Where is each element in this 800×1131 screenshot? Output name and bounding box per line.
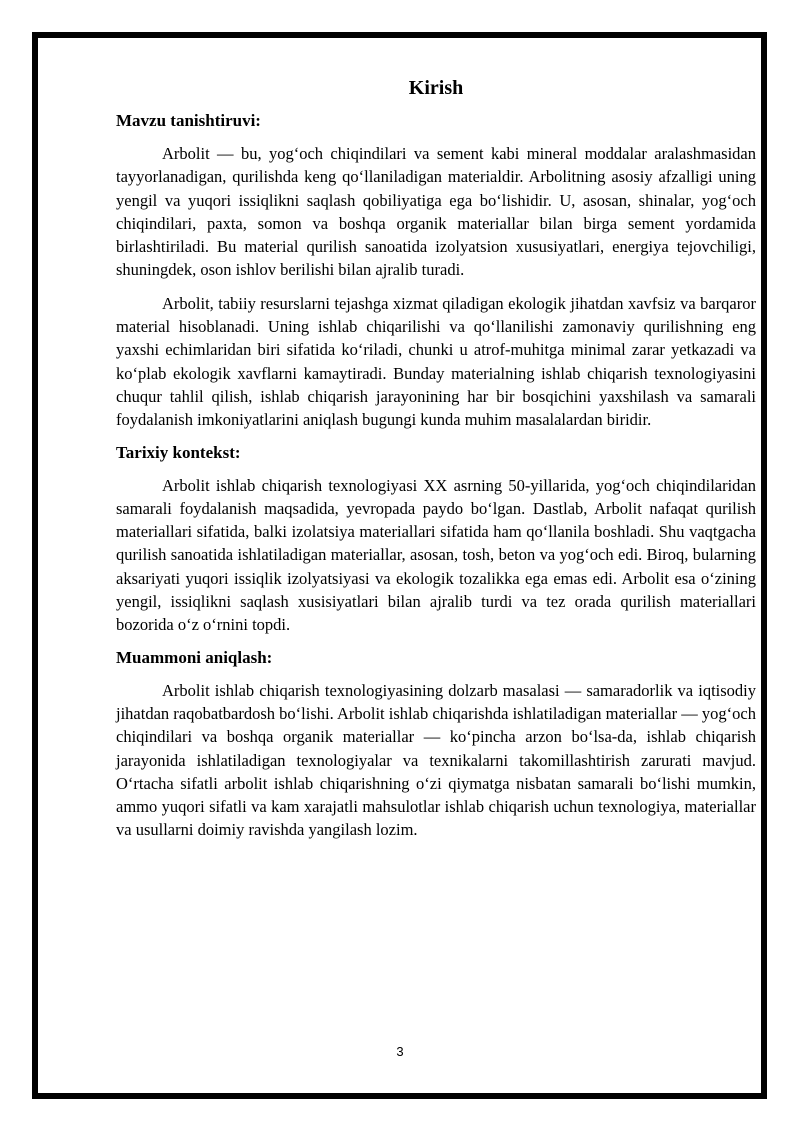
page-number: 3 — [396, 1044, 404, 1059]
section-historical-context — [116, 442, 756, 637]
paragraph: Arbolit, tabiiy resurslarni tejashga xizmat qiladigan ekologik jihatdan xavfsiz va barqaror material hisoblanadi. Uning ishlab chiqarilishi va qo‘llanilishi zamonaviy qurilishning eng yaxshi echimlaridan biri sifatida ko‘riladi, chunki u atrof-muhitga minimal zarar yetkazadi va ko‘plab ekologik xavflarni kamaytiradi. Bunday materialning ishlab chiqarish texnologiyasini chuqur tahlil qilish, ishlab chiqarish jarayonining har bir bosqichini yaxshilash va samarali foydalanish imkoniyatlarini aniqlash bugungi kunda muhim masalalardan biridir. — [116, 293, 756, 430]
section-heading: Tarixiy kontekst: — [116, 442, 241, 462]
section-introduction — [116, 110, 756, 432]
paragraph: Arbolit ishlab chiqarish texnologiyasining dolzarb masalasi — samaradorlik va iqtisodiy jihatdan raqobatbardosh bo‘lishi. Arbolit ishlab chiqarishda ishlatiladigan materiallar — yog‘och chiqindilari va boshqa organik materiallar — ko‘pincha arzon bo‘lsa-da, ishlab chiqarish jarayonida ishlatiladigan texnologiyalar va texnikalarni takomillashtirish zarurati mavjud. O‘rtacha sifatli arbolit ishlab chiqarishning o‘zi qiymatga nisbatan samarali bo‘lishi mumkin, ammo yuqori sifatli va kam xarajatli mahsulotlar ishlab chiqarish uchun texnologiya, materiallar va usullarni doimiy ravishda yangilash lozim. — [116, 680, 756, 840]
section-problem-definition — [116, 647, 756, 842]
document-body — [116, 70, 756, 852]
section-heading: Muammoni aniqlash: — [116, 647, 273, 667]
paragraph: Arbolit ishlab chiqarish texnologiyasi XX asrning 50-yillarida, yog‘och chiqindilaridan samarali foydalanish maqsadida, yevropada paydo bo‘lgan. Dastlab, Arbolit nafaqat qurilish materiallari sifatida, balki izolatsiya materiallari sifatida ham qo‘llanila boshladi. Shu vaqtgacha qurilish sanoatida ishlatiladigan materiallar, asosan, tosh, beton va yog‘och edi. Biroq, bularning aksariyati yuqori issiqlik izolyatsiyasi va ekologik tozalikka ega emas edi. Arbolit esa o‘zining yengil, issiqlikni saqlash xusisiyatlari bilan ajralib turdi va tez orada qurilish materiallari bozorida o‘z o‘rnini topdi. — [116, 475, 756, 635]
document-title: Kirish — [408, 77, 464, 99]
section-heading: Mavzu tanishtiruvi: — [116, 111, 261, 130]
paragraph: Arbolit — bu, yog‘och chiqindilari va sement kabi mineral moddalar aralashmasidan tayyorlanadigan, qurilishda keng qo‘llaniladigan materialdir. Arbolitning asosiy afzalligi uning yengil va yuqori issiqlikni saqlash qobiliyatiga ega bo‘lishidir. U, asosan, shinalar, yog‘och chiqindilari, paxta, somon va boshqa organik materiallar bilan birga sement yordamida birlashtiriladi. Bu material qurilish sanoatida izolyatsion xususiyatlari, energiya tejovchiligi, shuningdek, oson ishlov berilishi bilan ajralib turadi. — [116, 144, 756, 280]
